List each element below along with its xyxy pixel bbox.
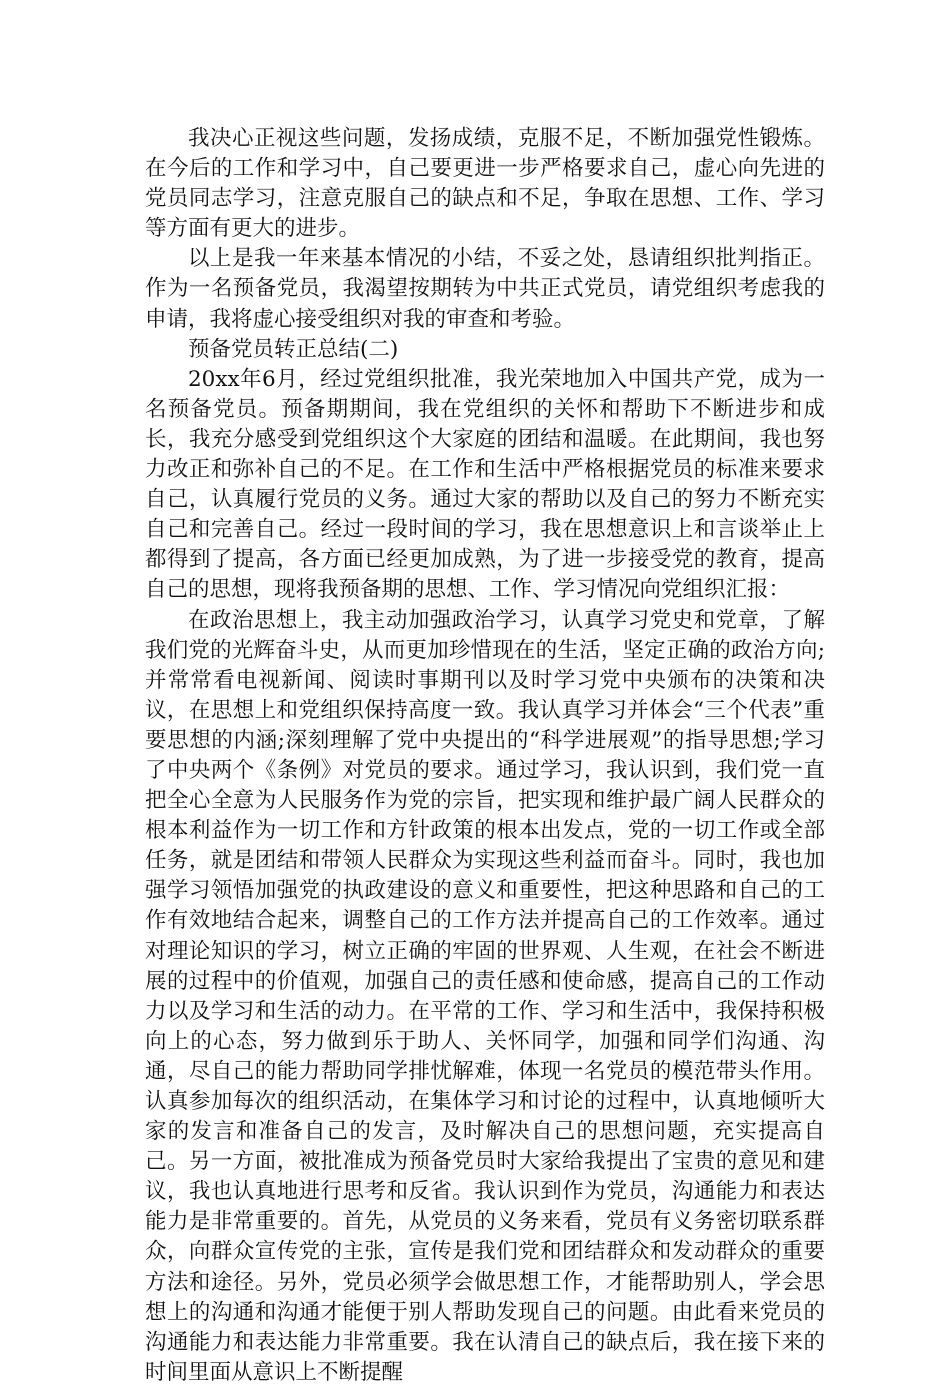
document-page	[145, 124, 825, 1388]
paragraph-summary: 以上是我一年来基本情况的小结，不妥之处，恳请组织批判指正。作为一名预备党员，我渴望按期转为中共正式党员，请党组织考虑我的申请，我将虚心接受组织对我的审查和考验。	[145, 246, 825, 332]
paragraph-resolve: 我决心正视这些问题，发扬成绩，克服不足，不断加强党性锻炼。在今后的工作和学习中，自己要更进一步严格要求自己，虚心向先进的党员同志学习，注意克服自己的缺点和不足，争取在思想、工作、学习等方面有更大的进步。	[145, 126, 825, 242]
paragraph-political-thought: 在政治思想上，我主动加强政治学习，认真学习党史和党章，了解我们党的光辉奋斗史，从而更加珍惜现在的生活，坚定正确的政治方向;并常常看电视新闻、阅读时事期刊以及时学习党中央颁布的决策和决议，在思想上和党组织保持高度一致。我认真学习并体会“三个代表”重要思想的内涵;深刻理解了党中央提出的“科学进展观”的指导思想;学习了中央两个《条例》对党员的要求。通过学习，我认识到，我们党一直把全心全意为人民服务作为党的宗旨，把实现和维护最广阔人民群众的根本利益作为一切工作和方针政策的根本出发点，党的一切工作或全部任务，就是团结和带领人民群众为实现这些利益而奋斗。同时，我也加强学习领悟加强党的执政建设的意义和重要性，把这种思路和自己的工作有效地结合起来，调整自己的工作方法并提高自己的工作效率。通过对理论知识的学习，树立正确的牢固的世界观、人生观，在社会不断进展的过程中的价值观，加强自己的责任感和使命感，提高自己的工作动力以及学习和生活的动力。在平常的工作、学习和生活中，我保持积极向上的心态，努力做到乐于助人、关怀同学，加强和同学们沟通、沟通，尽自己的能力帮助同学排忧解难，体现一名党员的模范带头作用。认真参加每次的组织活动，在集体学习和讨论的过程中，认真地倾听大家的发言和准备自己的发言，及时解决自己的思想问题，充实提高自己。另一方面，被批准成为预备党员时大家给我提出了宝贵的意见和建议，我也认真地进行思考和反省。我认识到作为党员，沟通能力和表达能力是非常重要的。首先，从党员的义务来看，党员有义务密切联系群众，向群众宣传党的主张，宣传是我们党和团结群众和发动群众的重要方法和途径。另外，党员必须学会做思想工作，才能帮助别人，学会思想上的沟通和沟通才能便于别人帮助发现自己的问题。由此看来党员的沟通能力和表达能力非常重要。我在认清自己的缺点后，我在接下来的时间里面从意识上不断提醒	[145, 607, 825, 1385]
section-title: 预备党员转正总结(二)	[188, 336, 399, 362]
paragraph-intro: 20xx年6月，经过党组织批准，我光荣地加入中国共产党，成为一名预备党员。预备期期间，我在党组织的关怀和帮助下不断进步和成长，我充分感受到党组织这个大家庭的团结和温暖。在此期间，我也努力改正和弥补自己的不足。在工作和生活中严格根据党员的标准来要求自己，认真履行党员的义务。通过大家的帮助以及自己的努力不断充实自己和完善自己。经过一段时间的学习，我在思想意识上和言谈举止上都得到了提高，各方面已经更加成熟，为了进一步接受党的教育，提高自己的思想，现将我预备期的思想、工作、学习情况向党组织汇报：	[145, 366, 825, 603]
